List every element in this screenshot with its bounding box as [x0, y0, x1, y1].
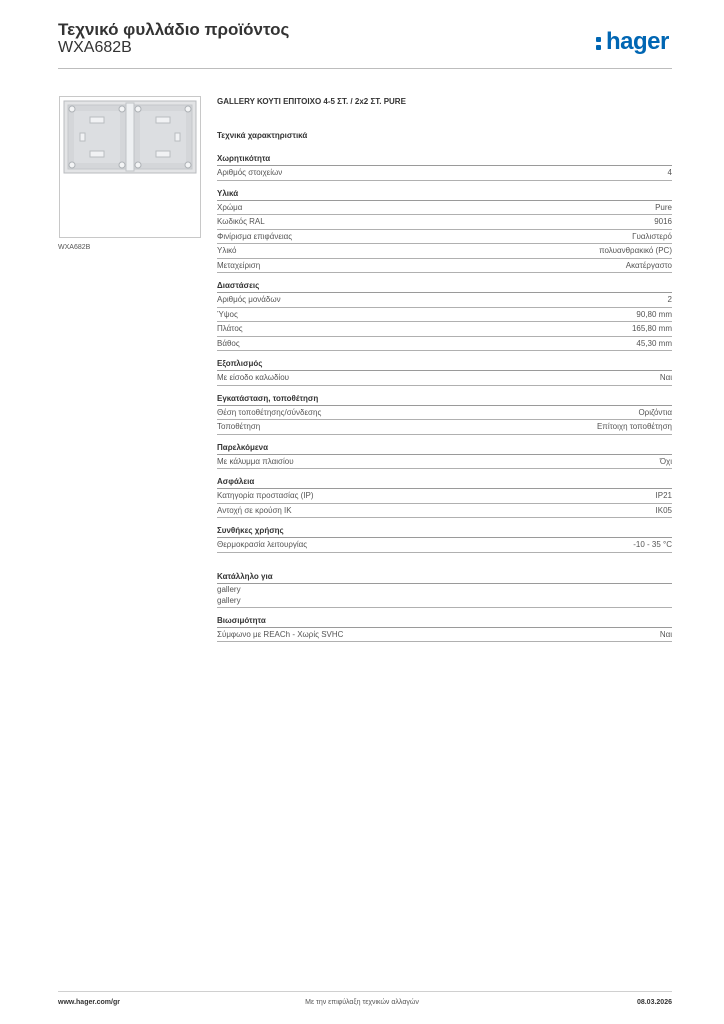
spec-row: [217, 259, 672, 274]
spec-section: [217, 393, 672, 435]
spec-value: 4: [667, 168, 672, 177]
spec-label: Ύψος: [217, 309, 238, 319]
spec-value: -10 - 35 °C: [633, 540, 672, 549]
product-name: GALLERY ΚΟΥΤΙ ΕΠΙΤΟΙΧΟ 4-5 ΣΤ. / 2x2 ΣΤ. PURE: [217, 97, 406, 106]
footer-website-link[interactable]: www.hager.com/gr: [58, 999, 120, 1006]
spec-sections: [217, 153, 672, 553]
spec-row: [217, 371, 672, 386]
spec-row: [217, 337, 672, 352]
spec-row: [217, 244, 672, 259]
spec-value: 2: [667, 295, 672, 304]
spec-row: [217, 293, 672, 308]
spec-label: Αριθμός μονάδων: [217, 295, 281, 304]
spec-label: Υλικό: [217, 246, 237, 255]
spec-row: [217, 406, 672, 421]
spec-label: Φινίρισμα επιφάνειας: [217, 231, 293, 241]
spec-label: Αριθμός στοιχείων: [217, 168, 283, 177]
suitable-section: [217, 571, 672, 608]
spec-value: Γυαλιστερό: [632, 231, 672, 241]
spec-row: [217, 420, 672, 435]
spec-row: [217, 215, 672, 230]
section-title: Βιωσιμότητα: [217, 615, 672, 628]
section-title: Κατάλληλο για: [217, 571, 672, 584]
logo-text: hager: [606, 28, 669, 55]
spec-row: [217, 628, 672, 643]
spec-row: [217, 166, 672, 181]
image-caption: WXA682B: [58, 244, 91, 251]
tech-spec-heading: Τεχνικά χαρακτηριστικά: [217, 131, 308, 140]
spec-row: [217, 322, 672, 337]
spec-row: [217, 230, 672, 245]
header-divider: [58, 68, 672, 69]
spec-label: Με είσοδο καλωδίου: [217, 373, 290, 382]
hager-logo: [596, 28, 669, 56]
spec-value: 90,80 mm: [636, 309, 672, 319]
section-title: Διαστάσεις: [217, 280, 672, 293]
footer-divider: [58, 991, 672, 992]
section-title: Εξοπλισμός: [217, 358, 672, 371]
spec-label: Θερμοκρασία λειτουργίας: [217, 540, 308, 549]
suitable-line: gallery: [217, 595, 241, 605]
section-title: Ασφάλεια: [217, 476, 672, 489]
section-title: Χωρητικότητα: [217, 153, 672, 166]
spec-label: Μεταχείριση: [217, 260, 261, 270]
suitable-line: gallery: [217, 584, 241, 594]
spec-value: πολυανθρακικό (PC): [599, 246, 672, 255]
spec-label: Θέση τοποθέτησης/σύνδεσης: [217, 407, 322, 417]
spec-label: Με κάλυμμα πλαισίου: [217, 456, 294, 466]
spec-section: [217, 525, 672, 553]
spec-label: Αντοχή σε κρούση IK: [217, 505, 292, 515]
spec-value: 165,80 mm: [631, 324, 672, 333]
section-title: Συνθήκες χρήσης: [217, 525, 672, 538]
spec-row: [217, 201, 672, 216]
spec-value: 45,30 mm: [636, 338, 672, 348]
spec-value: Ναι: [659, 373, 672, 382]
spec-label: Κωδικός RAL: [217, 217, 265, 226]
surface-box-illustration: [60, 97, 200, 237]
spec-row: [217, 455, 672, 470]
spec-label: Κατηγορία προστασίας (IP): [217, 491, 314, 500]
product-image: [59, 96, 201, 238]
footer-date: 08.03.2026: [636, 999, 672, 1006]
logo-dots-icon: [596, 31, 604, 53]
spec-value: IP21: [655, 491, 672, 500]
spec-section: [217, 442, 672, 470]
spec-value: 9016: [654, 217, 672, 226]
spec-value: Επίτοιχη τοποθέτηση: [596, 422, 672, 431]
product-code: WXA682B: [58, 39, 132, 56]
suitable-lines: [217, 584, 672, 608]
spec-section: [217, 476, 672, 518]
spec-value: Οριζόντια: [638, 407, 672, 417]
spec-value: Ναι: [659, 629, 672, 639]
spec-row: [217, 489, 672, 504]
spec-label: Πλάτος: [217, 324, 243, 333]
spec-label: Βάθος: [217, 338, 240, 348]
spec-section: [217, 358, 672, 386]
spec-value: Ακατέργαστο: [625, 260, 672, 270]
spec-content: [217, 96, 672, 649]
section-title: Υλικά: [217, 188, 672, 201]
spec-row: [217, 504, 672, 519]
section-title: Εγκατάσταση, τοποθέτηση: [217, 393, 672, 406]
spec-label: Τοποθέτηση: [217, 422, 261, 431]
spec-value: Pure: [655, 202, 672, 212]
spec-row: [217, 308, 672, 323]
section-title: Παρελκόμενα: [217, 442, 672, 455]
footer-notice: Με την επιφύλαξη τεχνικών αλλαγών: [305, 999, 419, 1006]
spec-section: [217, 188, 672, 274]
spec-row: [217, 538, 672, 553]
spec-value: Όχι: [659, 456, 672, 466]
sustainability-section: [217, 615, 672, 643]
spec-label: Χρώμα: [217, 202, 243, 212]
spec-label: Σύμφωνο με REACh - Χωρίς SVHC: [217, 629, 344, 639]
document-title: Τεχνικό φυλλάδιο προϊόντος: [58, 20, 290, 39]
spec-section: [217, 280, 672, 351]
spec-section: [217, 153, 672, 181]
spec-value: IK05: [655, 505, 672, 515]
